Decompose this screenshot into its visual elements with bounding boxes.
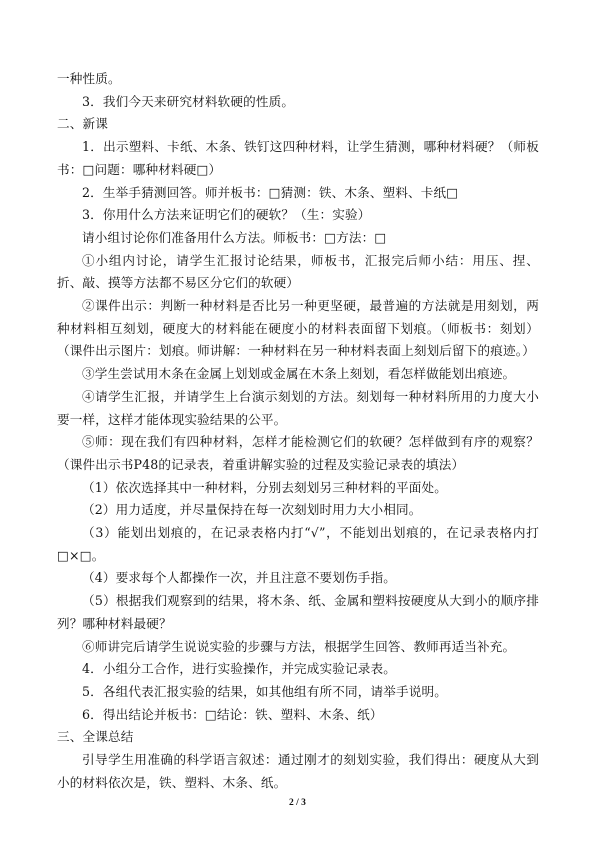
- page-number: 2 / 3: [289, 798, 306, 808]
- paragraph: （4）要求每个人都操作一次，并且注意不要划伤手指。: [82, 570, 397, 586]
- paragraph: （1）依次选择其中一种材料，分别去刻划另三种材料的平面处。: [82, 479, 447, 495]
- paragraph: ③学生尝试用木条在金属上划划或金属在木条上刻划，看怎样做能划出痕迹。: [82, 366, 516, 382]
- section-heading: 三、全课总结: [57, 729, 134, 745]
- paragraph: 请小组讨论你们准备用什么方法。师板书：□方法：□: [82, 229, 387, 245]
- paragraph: 5．各组代表汇报实验的结果，如其他组有所不同，请举手说明。: [82, 683, 447, 699]
- paragraph: （2）用力适度，并尽量保持在每一次刻划时用力大小相同。: [82, 502, 422, 518]
- document-body: [57, 68, 539, 795]
- paragraph: 6．得出结论并板书：□结论：铁、塑料、木条、纸）: [82, 706, 383, 722]
- paragraph: （5）根据我们观察到的结果，将木条、纸、金属和塑料按硬度从大到小的顺序排列？哪种材料最硬？: [57, 593, 539, 631]
- paragraph: 3．我们今天来研究材料软硬的性质。: [82, 93, 295, 109]
- paragraph: 引导学生用准确的科学语言叙述：通过刚才的刻划实验，我们得出：硬度从大到小的材料依次是，铁、塑料、木条、纸。: [57, 752, 539, 790]
- paragraph: （3）能划出划痕的，在记录表格内打“√”，不能划出划痕的，在记录表格内打□×□。: [57, 525, 539, 563]
- paragraph: 4．小组分工合作，进行实验操作，并完成实验记录表。: [82, 661, 397, 677]
- paragraph: ②课件出示：判断一种材料是否比另一种更坚硬，最普遍的方法就是用刻划，两种材料相互刻划，硬度大的材料能在硬度小的材料表面留下划痕。（师板书：刻划）（课件出示图片：划痕。师讲解：一种材料在另一种材料表面上刻划后留下的痕迹。）: [57, 298, 539, 359]
- paragraph: 3．你用什么方法来证明它们的硬软？（生：实验）: [82, 207, 371, 223]
- paragraph: ⑥师讲完后请学生说说实验的步骤与方法，根据学生回答、教师再适当补充。: [82, 638, 516, 654]
- paragraph: ⑤师：现在我们有四种材料，怎样才能检测它们的软硬？怎样做到有序的观察？（课件出示书P48的记录表，着重讲解实验的过程及实验记录表的填法）: [57, 434, 539, 472]
- paragraph: 1．出示塑料、卡纸、木条、铁钉这四种材料，让学生猜测，哪种材料硬？（师板书：□问题：哪种材料硬□）: [57, 139, 539, 177]
- paragraph: ①小组内讨论，请学生汇报讨论结果，师板书，汇报完后师小结：用压、捏、折、敲、摸等方法都不易区分它们的软硬）: [57, 252, 539, 291]
- paragraph: 一种性质。: [57, 71, 121, 86]
- paragraph: ④请学生汇报，并请学生上台演示刻划的方法。刻划每一种材料所用的力度大小要一样，这样才能体现实验结果的公平。: [57, 388, 539, 427]
- section-heading: 二、新课: [57, 116, 108, 132]
- paragraph: 2．生举手猜测回答。师并板书：□猜测：铁、木条、塑料、卡纸□: [82, 184, 459, 200]
